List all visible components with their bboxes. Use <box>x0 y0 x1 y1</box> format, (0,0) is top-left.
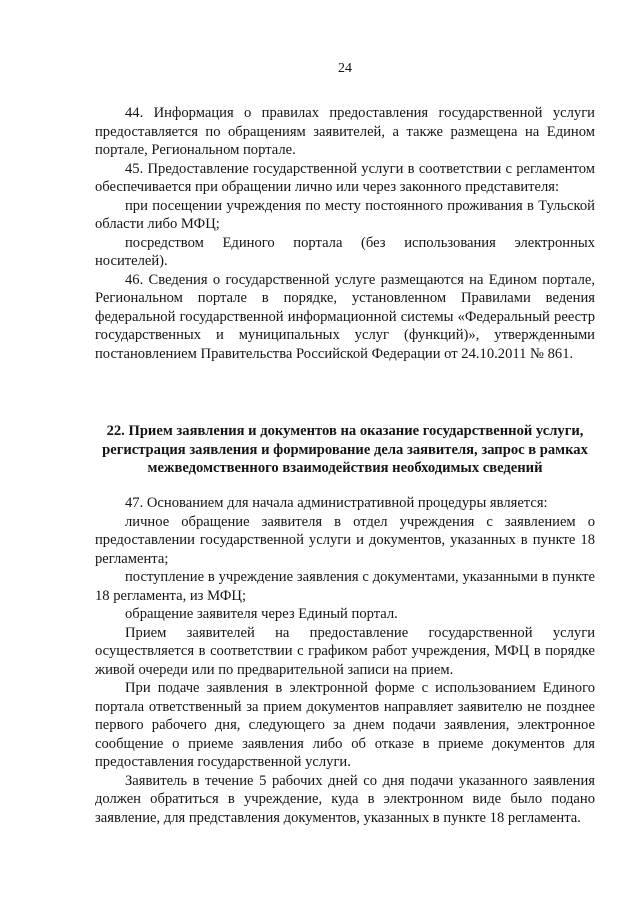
paragraph-47-item-personal: личное обращение заявителя в отдел учреждения с заявлением о предоставлении государственной услуги и документов, указанных в пункте 18 регламента; <box>95 513 595 567</box>
paragraph-45-item-visit: при посещении учреждения по месту постоянного проживания в Тульской области либо МФЦ; <box>95 197 595 232</box>
paragraph-45-item-portal: посредством Единого портала (без использования электронных носителей). <box>95 234 595 269</box>
paragraph-45: 45. Предоставление государственной услуги в соответствии с регламентом обеспечивается при обращении лично или через законного представителя: <box>95 160 595 195</box>
paragraph-47: 47. Основанием для начала административной процедуры является: <box>125 495 548 511</box>
paragraph-applicant-deadline: Заявитель в течение 5 рабочих дней со дня подачи указанного заявления должен обратиться в учреждение, куда в электронном виде было подано заявление, для представления документов, указанных в пункте 18 регламента. <box>95 772 595 826</box>
section-22-heading: 22. Прием заявления и документов на оказание государственной услуги, регистрация заявления и формирование дела заявителя, запрос в рамках межведомственного взаимодействия необходимых сведений <box>102 423 588 476</box>
section-22-body <box>95 494 595 827</box>
paragraph-47-item-mfc: поступление в учреждение заявления с документами, указанными в пункте 18 регламента, из МФЦ; <box>95 569 595 604</box>
paragraph-electronic-form: При подаче заявления в электронной форме с использованием Единого портала ответственный за прием документов направляет заявителю не позднее первого рабочего дня, следующего за днем подачи заявления, электронное сообщение о приеме заявления либо об отказе в приеме документов для предоставления государственной услуги. <box>95 680 595 770</box>
paragraph-44: 44. Информация о правилах предоставления государственной услуги предоставляется по обращениям заявителей, а также размещена на Едином портале, Региональном портале. <box>95 105 595 158</box>
page-number: 24 <box>338 61 352 76</box>
paragraph-reception: Прием заявителей на предоставление государственной услуги осуществляется в соответствии с графиком работ учреждения, МФЦ в порядке живой очереди или по предварительной записи на прием. <box>95 624 595 678</box>
section-1-body <box>95 104 595 363</box>
paragraph-47-item-portal: обращение заявителя через Единый портал. <box>125 606 398 622</box>
paragraph-46: 46. Сведения о государственной услуге размещаются на Едином портале, Региональном портале в порядке, установленном Правилами ведения федеральной государственной информационной системы «Федеральный реестр государственных и муниципальных услуг (функций)», утвержденными постановлением Правительства Российской Федерации от 24.10.2011 № 861. <box>95 271 595 362</box>
